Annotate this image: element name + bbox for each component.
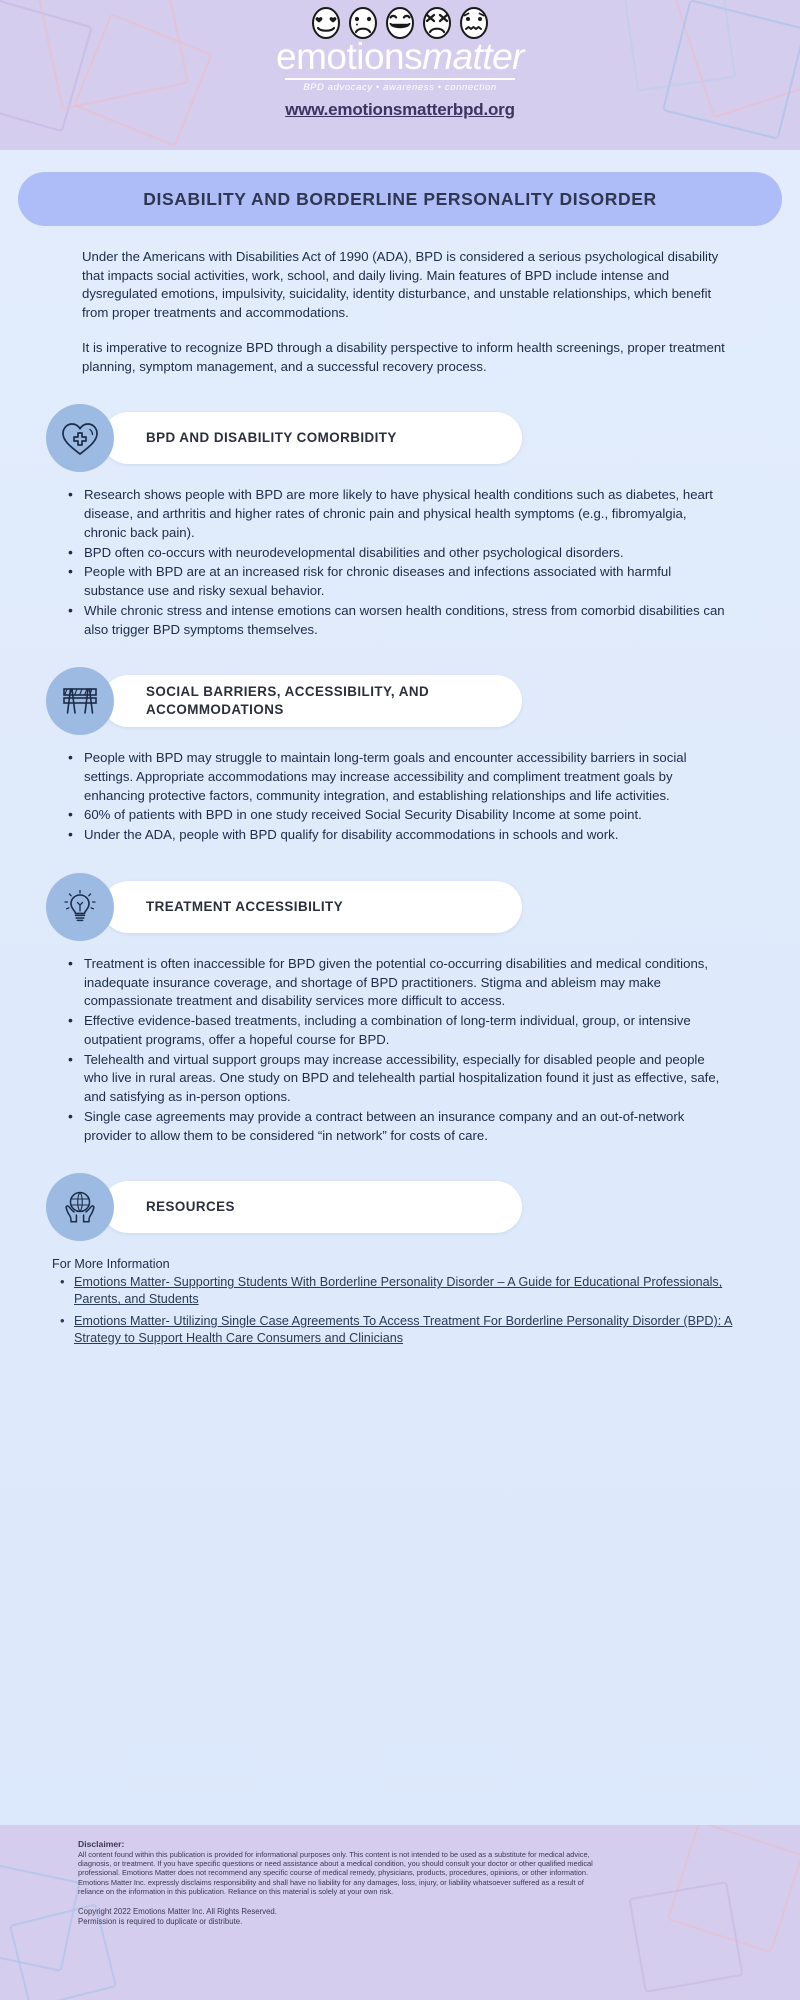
disclaimer-title: Disclaimer: [78,1839,125,1849]
intro-paragraph-1: Under the Americans with Disabilities Act of 1990 (ADA), BPD is considered a serious psychological disability that impacts social activities, work, school, and daily living. Main features of BPD include intense and dysregulated emotions, impulsivity, suicidality, identity disturbance, and unstable relationships, which benefit from proper treatments and accommodations. [82,249,719,321]
resource-link[interactable]: Emotions Matter- Utilizing Single Case Agreements To Access Treatment For Borderline Personality Disorder (BPD): A Strategy to Support Health Care Consumers and Clinicians [74,1314,733,1346]
anxious-face-icon [456,6,492,40]
list-item: • Single case agreements may provide a contract between an insurance company and an out-of-network provider to allow them to be considered “in network” for costs of care. [62,1108,728,1145]
emoji-faces-row [0,6,800,40]
list-item: • Research shows people with BPD are more likely to have physical health conditions such as diabetes, heart disease, and arthritis and higher rates of chronic pain and physical health symptoms (e.g., fibromyalgia, chronic back pain). [62,486,728,542]
copyright-line-1: Copyright 2022 Emotions Matter Inc. All Rights Reserved. [78,1906,277,1916]
page-title-banner [18,172,782,226]
list-item[interactable] [52,1313,740,1347]
website-url[interactable]: www.emotionsmatterbpd.org [285,100,515,119]
list-item: • People with BPD are at an increased risk for chronic diseases and infections associated with harmful substance use and risky sexual behavior. [62,563,728,600]
section-title: BPD AND DISABILITY COMORBIDITY [146,430,397,446]
angry-face-icon [419,6,455,40]
list-item: • Telehealth and virtual support groups may increase accessibility, especially for disabled people and people who live in rural areas. One study on BPD and telehealth partial hospitalization found it just as effective, safe, and satisfying as in-person options. [62,1051,728,1107]
section-header-social-barriers [46,665,800,737]
page-title: DISABILITY AND BORDERLINE PERSONALITY DISORDER [143,188,657,209]
intro-block [82,248,728,376]
disclaimer-body: All content found within this publication is provided for informational purposes only. This content is not intended to be used as a substitute for medical advice, diagnosis, or treatment. If you have specific questions or need assistance about a medical condition, you should consult your doctor or other qualified medical professional. Emotions Matter does not recommend any specific course of medical remedy, physicians, products, procedures, opinions, or other information. Emotions Matter Inc. expressly disclaims responsibility and shall have no liability for any damages, loss, injury, or liability whatsoever suffered as a result of reliance on the information in this publication. Reliance on this material is solely at your own risk. [78,1850,593,1896]
wordmark-matter: matter [422,36,524,77]
section-title-pill [102,1181,522,1233]
wordmark-emotions: emotions [276,36,423,77]
section-title-pill [102,881,522,933]
section-header-comorbidity [46,402,800,474]
decorative-square [628,1881,743,1993]
page-header [0,0,800,150]
road-barrier-icon [46,667,114,735]
resource-link[interactable]: Emotions Matter- Supporting Students With Borderline Personality Disorder – A Guide for Educational Professionals, Parents, and Students [74,1275,723,1307]
section-title-pill [102,675,522,727]
copyright-line-2: Permission is required to duplicate or distribute. [78,1916,243,1926]
section-title: RESOURCES [146,1199,235,1215]
heart-with-medical-cross-icon [46,404,114,472]
bullet-list-social-barriers [62,749,728,845]
section-header-resources [46,1171,800,1243]
list-item: • Treatment is often inaccessible for BPD given the potential co-occurring disabilities and medical conditions, inadequate insurance coverage, and shortage of BPD practitioners. Stigma and ableism may make compassionate treatment and disability services more difficult to access. [62,955,728,1011]
brand-logo [0,0,800,120]
wordmark [0,38,800,75]
list-item: • While chronic stress and intense emotions can worsen health conditions, stress from comorbid disabilities can also trigger BPD symptoms themselves. [62,602,728,639]
section-title-pill [102,412,522,464]
section-title: TREATMENT ACCESSIBILITY [146,898,344,914]
logo-divider [285,78,515,80]
list-item: • People with BPD may struggle to maintain long-term goals and encounter accessibility barriers in social settings. Appropriate accommodations may increase accessibility and compliment treatment goals by enhancing protective factors, community integration, and establishing relationships and life activities. [62,749,728,805]
list-item[interactable] [52,1274,740,1308]
resources-link-list [52,1274,740,1347]
resources-label: For More Information [52,1257,170,1272]
page-footer [0,1825,800,2000]
intro-paragraph-2: It is imperative to recognize BPD through a disability perspective to inform health screenings, proper treatment planning, symptom management, and a successful recovery process. [82,339,725,374]
list-item: • BPD often co-occurs with neurodevelopmental disabilities and other psychological disorders. [62,544,728,563]
section-title: SOCIAL BARRIERS, ACCESSIBILITY, AND ACCOMMODATIONS [146,684,430,718]
hands-holding-globe-icon [46,1173,114,1241]
section-header-treatment-accessibility [46,871,800,943]
sad-face-icon [345,6,381,40]
brand-tagline: BPD advocacy • awareness • connection [303,82,497,93]
heart-eyes-face-icon [308,6,344,40]
disclaimer-block [78,1839,600,1927]
bullet-list-treatment-accessibility [62,955,728,1145]
bullet-list-comorbidity [62,486,728,639]
list-item: • 60% of patients with BPD in one study received Social Security Disability Income at some point. [62,806,728,825]
resources-block [52,1257,740,1347]
lightbulb-icon [46,873,114,941]
list-item: • Under the ADA, people with BPD qualify for disability accommodations in schools and work. [62,826,728,845]
list-item: • Effective evidence-based treatments, including a combination of long-term individual, group, or intensive outpatient programs, offer a hopeful course for BPD. [62,1012,728,1049]
laughing-face-icon [382,6,418,40]
